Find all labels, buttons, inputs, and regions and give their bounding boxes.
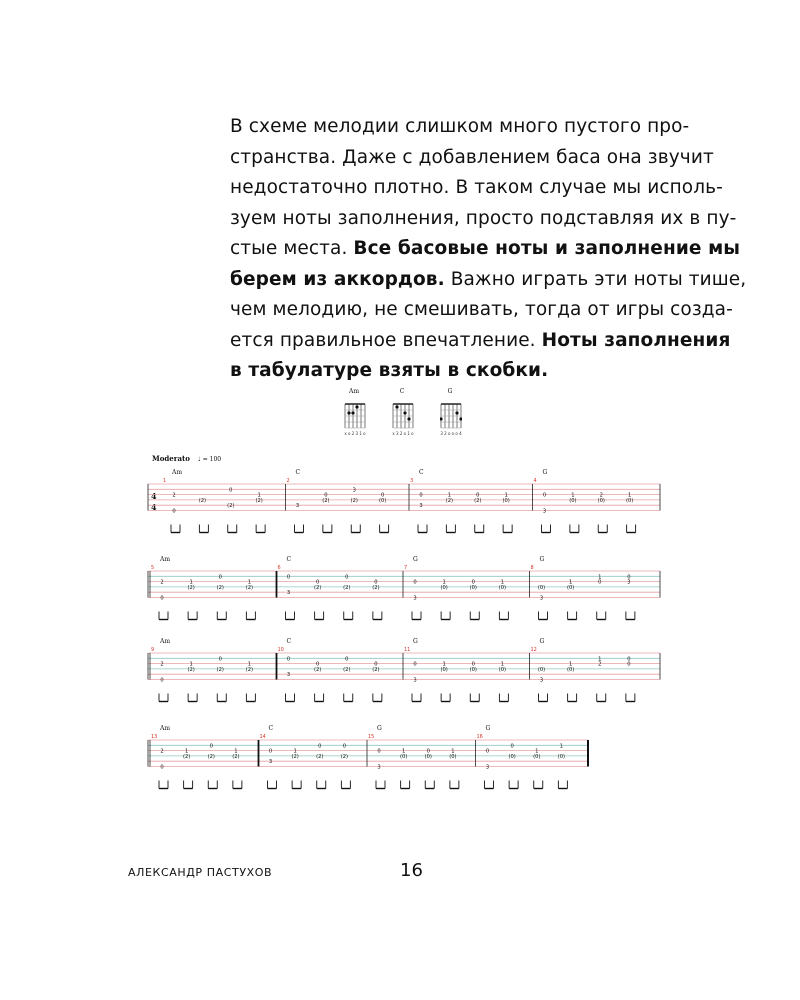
measure-chord: G	[539, 638, 545, 645]
bold-text-run: Все басовые ноты и заполнение мы	[353, 238, 741, 259]
tab-note: 3	[419, 503, 423, 510]
measure-chord: G	[413, 638, 418, 645]
tab-note: (0)	[566, 666, 575, 673]
tab-note: 2	[172, 492, 176, 499]
tab-note: (2)	[207, 753, 215, 760]
tab-note: 0	[218, 656, 222, 663]
tab-note: 0	[218, 574, 222, 581]
tab-note: (0)	[469, 584, 477, 591]
tab-note: 0	[286, 656, 291, 663]
tab-note: (0)	[399, 753, 408, 760]
tab-note: (2)	[216, 666, 224, 673]
tab-note: 3	[295, 503, 300, 510]
chord-fingering: 3 2 o o o 4	[440, 431, 462, 436]
tab-note: 1	[234, 748, 238, 755]
chord-fingering: x 3 2 o 1 o	[392, 431, 414, 436]
tab-note: 2	[160, 579, 164, 586]
measure-chord: C	[286, 638, 292, 645]
tab-note: 0	[374, 661, 378, 668]
tab-note: 2	[160, 661, 164, 668]
tab-note: 0	[342, 743, 347, 750]
text-run: чем мелодию, не смешивать, тогда от игры созда-	[230, 299, 733, 320]
tab-note: 0	[426, 748, 430, 755]
tab-note: 1	[293, 748, 297, 755]
chord-name: C	[399, 388, 405, 395]
tab-note: (0)	[569, 497, 577, 504]
tab-note: 1	[568, 661, 573, 668]
tab-note: 0	[627, 574, 631, 581]
tab-note: 1	[500, 579, 505, 586]
tab-note: 0	[413, 661, 417, 668]
tab-note: 0	[542, 492, 547, 499]
tab-note: 0	[286, 574, 291, 581]
tab-note: 0	[209, 743, 213, 750]
tab-note: 0	[510, 743, 514, 750]
tab-note: (2)	[216, 584, 224, 591]
tab-note: (0)	[533, 753, 541, 760]
chord-name: Am	[348, 388, 360, 395]
measure-chord: G	[542, 469, 548, 476]
measure-chord: C	[286, 556, 292, 563]
measure-number: 6	[277, 565, 281, 571]
tab-note: (2)	[255, 497, 263, 504]
tab-note: (2)	[187, 666, 195, 673]
tab-note: 3	[413, 677, 417, 684]
tab-note: 1	[189, 661, 193, 668]
measure-number: 10	[277, 647, 284, 653]
tab-note: 0	[471, 661, 475, 668]
tab-note: 0	[324, 492, 328, 499]
measure-chord: G	[377, 725, 382, 732]
footer-author: АЛЕКСАНДР ПАСТУХОВ	[128, 866, 273, 879]
tab-note: (0)	[498, 666, 507, 673]
tab-note: (2)	[340, 753, 349, 760]
tab-note: 0	[315, 579, 320, 586]
text-run: зуем ноты заполнения, просто подставляя их в пу-	[230, 207, 737, 229]
tab-note: 3	[413, 595, 417, 602]
tab-note: 0	[476, 492, 480, 499]
measure-chord: G	[539, 556, 545, 563]
tab-note: 3	[352, 487, 356, 494]
measure-number: 5	[151, 565, 155, 571]
tab-note: 1	[442, 661, 446, 668]
tab-note: 2	[599, 492, 603, 499]
measure-number: 14	[259, 734, 266, 740]
tab-note: (0)	[424, 753, 432, 760]
measure-number: 9	[151, 647, 155, 653]
tab-note: 1	[500, 661, 505, 668]
tab-note: 1	[568, 579, 573, 586]
text-run: В схеме мелодии слишком много пустого про-	[230, 116, 690, 137]
tab-note: 1	[442, 579, 446, 586]
tab-note: 2	[598, 661, 602, 668]
tab-note: 1	[535, 748, 539, 755]
tab-note: (0)	[378, 497, 387, 504]
tab-note: 0	[471, 579, 475, 586]
tab-note: 1	[401, 748, 406, 755]
tab-note: (2)	[445, 497, 454, 504]
tab-note: 0	[345, 574, 349, 581]
tab-note: 0	[160, 595, 164, 602]
measure-number: 16	[476, 734, 483, 740]
tab-note: 0	[318, 743, 322, 750]
tab-note: (2)	[343, 666, 351, 673]
measure-number: 2	[286, 478, 290, 484]
tab-note: (0)	[440, 584, 448, 591]
tab-note: 1	[257, 492, 261, 499]
bold-text-run: Ноты заполнения	[541, 329, 731, 351]
tab-note: 1	[451, 748, 455, 755]
tab-note: 0	[419, 492, 423, 499]
tab-note: 3	[627, 579, 631, 586]
measure-chord: G	[485, 725, 491, 732]
tab-note: 0	[160, 764, 164, 771]
tab-note: (2)	[291, 753, 299, 760]
measure-number: 15	[368, 734, 375, 740]
chord-name: G	[447, 388, 453, 395]
tab-note: (2)	[182, 753, 191, 760]
tab-note: (2)	[245, 584, 254, 591]
tab-note: 1	[598, 656, 602, 663]
measure-chord: C	[268, 725, 274, 732]
tab-note: 1	[627, 492, 632, 499]
text-run: стые места.	[230, 238, 354, 259]
tab-note: (0)	[449, 753, 457, 760]
tab-note: 0	[413, 579, 417, 586]
tab-note: 3	[286, 590, 291, 597]
measure-chord: Am	[160, 556, 171, 563]
measure-number: 3	[410, 478, 414, 484]
tab-note: (0)	[469, 666, 477, 673]
tab-note: (0)	[625, 497, 634, 504]
measure-chord: Am	[160, 725, 171, 732]
tab-note: (2)	[227, 503, 235, 510]
tab-note: 2	[160, 748, 164, 755]
tab-note: 3	[542, 508, 547, 515]
tab-note: 1	[184, 748, 189, 755]
tab-note: 0	[345, 656, 349, 663]
text-run: Важно играть эти ноты тише,	[444, 268, 747, 290]
time-signature-bottom: 4	[151, 502, 157, 512]
tab-note: (2)	[474, 497, 482, 504]
tab-note: 1	[447, 492, 452, 499]
page-number: 16	[400, 860, 423, 881]
text-run: недостаточно плотно. В таком случае мы исполь-	[230, 177, 723, 198]
tab-note: (0)	[566, 584, 575, 591]
tempo-bpm: ♩ = 100	[198, 456, 222, 463]
tab-note: 1	[247, 661, 252, 668]
tab-note: 1	[559, 743, 564, 750]
tab-note: (0)	[508, 753, 516, 760]
bold-text-run: в табулатуре взяты в скобки.	[230, 360, 549, 381]
text-run: странства. Даже с добавлением баса она звучит	[230, 146, 714, 168]
tab-note: 0	[598, 579, 602, 586]
measure-number: 8	[530, 565, 534, 571]
tab-note: 0	[315, 661, 320, 668]
tab-note: (0)	[537, 666, 546, 673]
tab-note: 3	[539, 677, 544, 684]
tab-note: (2)	[313, 584, 322, 591]
tab-note: 0	[268, 748, 273, 755]
tempo-label: Moderato	[152, 454, 190, 463]
tab-note: (2)	[313, 666, 322, 673]
tab-note: 1	[504, 492, 508, 499]
text-run: ется правильное впечатление.	[230, 329, 542, 351]
measure-number: 11	[404, 647, 411, 653]
tab-note: 0	[374, 579, 378, 586]
tab-note: (0)	[557, 753, 566, 760]
tab-note: 0	[380, 492, 385, 499]
tab-note: (0)	[498, 584, 507, 591]
tab-note: 3	[377, 764, 381, 771]
tab-note: 3	[286, 672, 291, 679]
tab-note: 3	[485, 764, 490, 771]
tab-note: 0	[627, 661, 631, 668]
tab-note: (2)	[343, 584, 351, 591]
tab-note: 1	[571, 492, 575, 499]
tab-note: 0	[377, 748, 381, 755]
tab-note: (2)	[316, 753, 324, 760]
tab-note: (2)	[372, 666, 380, 673]
measure-chord: G	[413, 556, 418, 563]
chord-fingering: x o 2 3 1 o	[344, 431, 366, 436]
measure-number: 1	[163, 478, 167, 484]
tab-note: 0	[485, 748, 490, 755]
tab-note: 0	[160, 677, 164, 684]
tab-note: 0	[627, 656, 631, 663]
tab-note: (0)	[502, 497, 510, 504]
tab-note: (0)	[440, 666, 448, 673]
tab-note: (2)	[372, 584, 380, 591]
tab-note: (2)	[350, 497, 358, 504]
time-signature-top: 4	[151, 491, 157, 501]
tab-note: 1	[247, 579, 252, 586]
tab-note: 0	[172, 508, 176, 515]
tab-note: 0	[229, 487, 233, 494]
tab-note: 1	[189, 579, 193, 586]
measure-chord: Am	[160, 638, 171, 645]
measure-number: 12	[530, 647, 537, 653]
measure-chord: C	[419, 469, 424, 476]
tab-note: (2)	[322, 497, 330, 504]
tab-note: 3	[539, 595, 544, 602]
measure-number: 7	[404, 565, 408, 571]
tab-note: (0)	[537, 584, 546, 591]
tab-note: (0)	[597, 497, 605, 504]
measure-chord: C	[295, 469, 301, 476]
tab-note: (2)	[232, 753, 240, 760]
tab-note: (2)	[245, 666, 254, 673]
measure-chord: Am	[172, 469, 183, 476]
tab-note: (2)	[198, 497, 207, 504]
tab-note: (2)	[187, 584, 195, 591]
measure-number: 4	[533, 478, 537, 484]
measure-number: 13	[151, 734, 158, 740]
bold-text-run: берем из аккордов.	[230, 268, 445, 290]
tab-note: 3	[268, 759, 273, 766]
tab-note: 1	[598, 574, 602, 581]
